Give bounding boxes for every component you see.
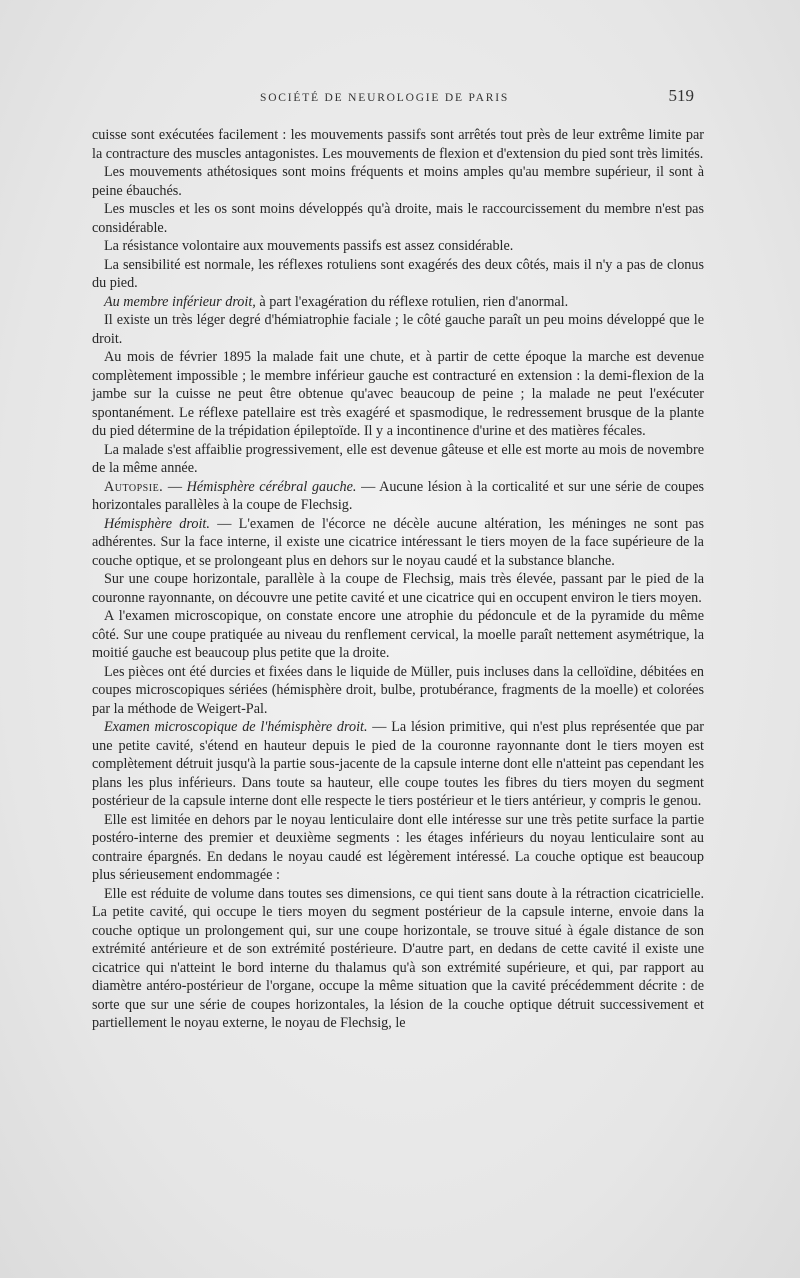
paragraph-text: — L'examen de l'écorce ne décèle aucune altération, les méninges ne sont pas adhérentes. Sur la face interne, il existe une cicatrice intéressant le tiers moyen de la face supérieure de la couche optique, et se prolongeant plus en dehors sur le noyau caudé et la substance blanche. <box>92 515 704 569</box>
paragraph <box>92 515 704 571</box>
paragraph <box>92 293 704 312</box>
paragraph <box>92 478 704 515</box>
paragraph-text: Elle est réduite de volume dans toutes ses dimensions, ce qui tient sans doute à la rétraction cicatricielle. La petite cavité, qui occupe le tiers moyen du segment postérieur de la capsule interne, envoie dans la couche optique un prolongement qui, sur une coupe horizontale, se trouve situé à égale distance de son extrémité antérieure et de son extrémité postérieure. D'autre part, en dedans de cette cavité il existe une cicatrice qui n'atteint le bord interne du thalamus qu'à son extrémité supérieure, et qui, par rapport au diamètre antéro-postérieur de l'organe, occupe la même situation que la cavité précédemment décrite : de sorte que sur une série de coupes horizontales, la lésion de la couche optique détruit successivement et partiellement le noyau externe, le noyau de Flechsig, le <box>92 885 704 1031</box>
body-text <box>92 126 704 1033</box>
paragraph-text: cuisse sont exécutées facilement : les mouvements passifs sont arrêtés tout près de leur extrême limite par la contracture des muscles antagonistes. Les mouvements de flexion et d'extension du pied sont très limités. <box>92 127 704 162</box>
paragraph <box>92 718 704 811</box>
paragraph-text: — Aucune lésion à la corticalité et sur une série de coupes horizontales parallèles à la coupe de Flechsig. <box>92 478 705 513</box>
page-number: 519 <box>668 86 694 105</box>
italic-lead: Examen microscopique de l'hémisphère droit. <box>104 719 368 735</box>
italic-lead: Hémisphère cérébral gauche. <box>186 478 357 495</box>
paragraph <box>92 811 704 885</box>
paragraph <box>92 163 704 200</box>
paragraph-text: Il existe un très léger degré d'hémiatrophie faciale ; le côté gauche paraît un peu moins développé que le droit. <box>92 312 704 347</box>
italic-lead: Au membre inférieur droit, <box>104 293 256 310</box>
paragraph-text: A l'examen microscopique, on constate encore une atrophie du pédoncule et de la pyramide du même côté. Sur une coupe pratiquée au niveau du renflement cervical, la moelle paraît nettement asymétrique, la moitié gauche est beaucoup plus petite que la droite. <box>92 608 704 661</box>
paragraph-text: Les pièces ont été durcies et fixées dans le liquide de Müller, puis incluses dans la celloïdine, débitées en coupes microscopiques sériées (hémisphère droit, bulbe, protubérance, fragments de la moelle) et colorées par la méthode de Weigert-Pal. <box>92 663 704 717</box>
paragraph <box>92 200 704 237</box>
section-heading: Autopsie. <box>104 478 164 495</box>
running-head: SOCIÉTÉ DE NEUROLOGIE DE PARIS <box>260 92 510 104</box>
paragraph-text: Au mois de février 1895 la malade fait une chute, et à partir de cette époque la marche est devenue complètement impossible ; le membre inférieur gauche est contracturé en extension : la demi-flexion de la jambe sur la cuisse ne peut être obtenue qu'avec beaucoup de peine ; la malade ne peut l'exécuter spontanément. Le réflexe patellaire est très exagéré et spasmodique, le redressement brusque de la plante du pied détermine de la trépidation épileptoïde. Il y a incontinence d'urine et des matières fécales. <box>92 349 704 439</box>
paragraph-text: Sur une coupe horizontale, parallèle à la coupe de Flechsig, mais très élevée, passant par le pied de la couronne rayonnante, on découvre une petite cavité et une cicatrice qui en occupent environ le tiers moyen. <box>92 571 704 606</box>
paragraph <box>92 885 704 1033</box>
paragraph-text: Les muscles et les os sont moins développés qu'à droite, mais le raccourcissement du membre n'est pas considérable. <box>92 201 704 236</box>
page-header <box>92 86 702 112</box>
paragraph <box>92 348 704 441</box>
paragraph-text: La malade s'est affaiblie progressivement, elle est devenue gâteuse et elle est morte au mois de novembre de la même année. <box>92 441 704 476</box>
paragraph <box>92 126 704 163</box>
paragraph <box>92 607 704 663</box>
paragraph <box>92 256 704 293</box>
paragraph-text: Elle est limitée en dehors par le noyau lenticulaire dont elle intéresse sur une très petite surface la partie postéro-interne des premier et deuxième segments : les étages inférieurs du noyau lenticulaire sont au contraire épargnés. En dedans le noyau caudé est légèrement intéressé. La couche optique est beaucoup plus sérieusement endommagée : <box>92 811 704 883</box>
paragraph <box>92 570 704 607</box>
paragraph-text: Les mouvements athétosiques sont moins fréquents et moins amples qu'au membre supérieur, il sont à peine ébauchés. <box>92 164 704 199</box>
italic-lead: Hémisphère droit. <box>104 515 210 532</box>
paragraph <box>92 663 704 719</box>
paragraph-text: — La lésion primitive, qui n'est plus représentée que par une petite cavité, s'étend en hauteur depuis le pied de la couronne rayonnante dont le tiers moyen est complètement détruit jusqu'à la partie sous-jacente de la capsule interne dont elle n'atteint pas cependant les plans les plus inférieurs. Dans toute sa hauteur, elle coupe toutes les fibres du tiers moyen du segment postérieur de la capsule interne dont elle respecte le tiers postérieur et le tiers antérieur, y compris le genou. <box>92 719 704 809</box>
paragraph <box>92 311 704 348</box>
paragraph-text: La sensibilité est normale, les réflexes rotuliens sont exagérés des deux côtés, mais il n'y a pas de clonus du pied. <box>92 256 704 291</box>
paragraph-text: à part l'exagération du réflexe rotulien, rien d'anormal. <box>255 293 569 310</box>
paragraph <box>92 441 704 478</box>
paragraph-separator: — <box>163 478 187 495</box>
paragraph-text: La résistance volontaire aux mouvements passifs est assez considérable. <box>104 238 514 254</box>
paragraph <box>92 237 704 256</box>
